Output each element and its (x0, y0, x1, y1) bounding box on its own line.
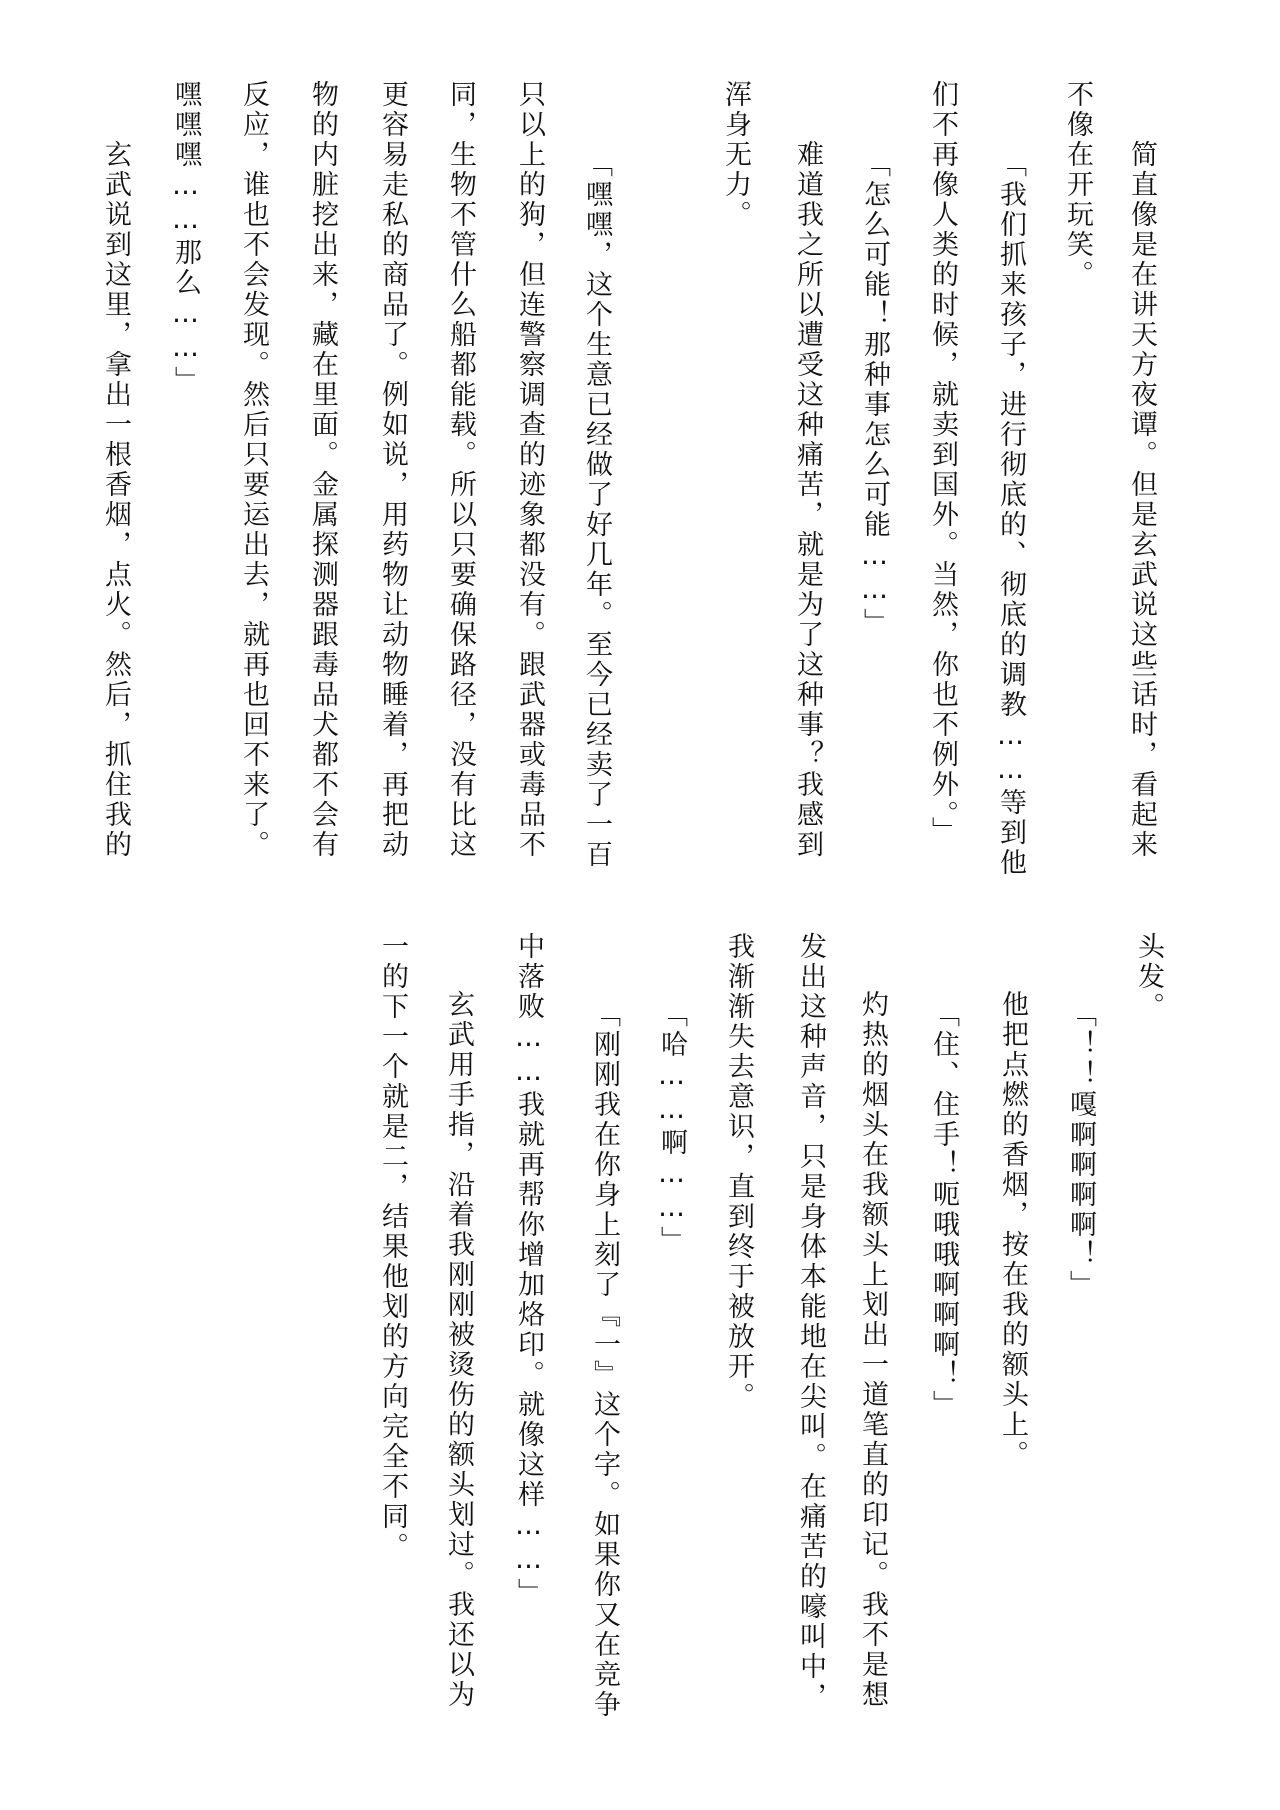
text-column: 简直像是在讲天方夜谭。但是玄武说这些话时，看起来 (1126, 140, 1157, 860)
text-column: 浑身无力。 (720, 80, 751, 230)
text-column: 只以上的狗，但连警察调查的迹象都没有。跟武器或毒品不 (514, 80, 545, 860)
text-column: 玄武用手指，沿着我刚刚被烫伤的额头划过。我还以为 (443, 990, 474, 1710)
text-column: 同，生物不管什么船都能载。所以只要确保路径，没有比这 (445, 80, 476, 860)
text-column: 他把点燃的香烟，按在我的额头上。 (997, 990, 1028, 1470)
text-column: 我渐渐失去意识，直到终于被放开。 (723, 932, 754, 1412)
text-column: 「我们抓来孩子，进行彻底的、彻底的调教……等到他 (995, 150, 1026, 878)
text-column: 灼热的烟头在我额头上划出一道笔直的印记。我不是想 (857, 990, 888, 1710)
text-column: 「刚刚我在你身上刻了『一』这个字。如果你又在竞争 (589, 1000, 620, 1720)
text-column: 「哈……啊……」 (656, 1000, 687, 1256)
text-column: 嘿嘿嘿……那么……」 (170, 80, 201, 396)
text-column: 「嘿嘿，这个生意已经做了好几年。至今已经卖了一百 (581, 150, 612, 870)
text-column: 不像在开玩笑。 (1062, 80, 1093, 290)
text-column: 一的下一个就是二，结果他划的方向完全不同。 (377, 932, 408, 1562)
text-column: 头发。 (1133, 932, 1164, 1022)
text-column: 中落败……我就再帮你增加烙印。就像这样……」 (513, 932, 544, 1608)
text-column: 更容易走私的商品了。例如说，用药物让动物睡着，再把动 (377, 80, 408, 860)
text-column: 难道我之所以遭受这种痛苦，就是为了这种事？我感到 (792, 140, 823, 860)
text-column: 发出这种声音，只是身体本能地在尖叫。在痛苦的嚎叫中， (795, 932, 826, 1712)
text-column: 反应，谁也不会发现。然后只要运出去，就再也回不来了。 (238, 80, 269, 860)
text-column: 「！！嘎啊啊啊啊！」 (1065, 1000, 1096, 1300)
text-column: 玄武说到这里，拿出一根香烟，点火。然后，抓住我的 (100, 140, 131, 860)
text-column: 「怎么可能！那种事怎么可能……」 (859, 150, 890, 638)
text-column: 「住、住手！呃哦哦啊啊啊！」 (928, 1000, 959, 1420)
text-column: 们不再像人类的时候，就卖到国外。当然，你也不例外。」 (927, 80, 958, 847)
text-column: 物的内脏挖出来，藏在里面。金属探测器跟毒品犬都不会有 (307, 80, 338, 860)
